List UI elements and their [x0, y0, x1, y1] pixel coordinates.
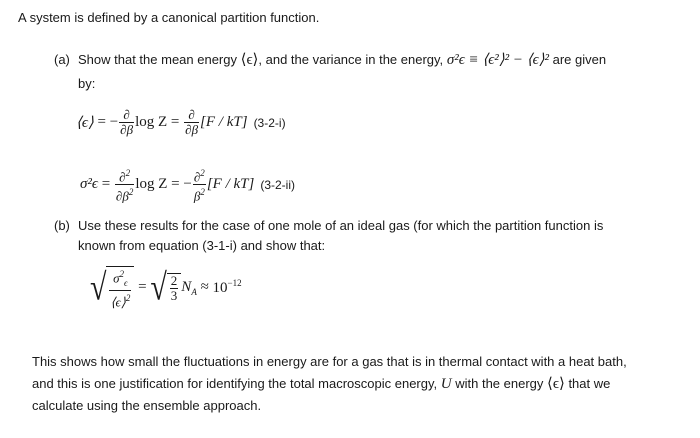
- eq1-derivative-1: $\frac{\partial}{\partial\beta}$: [120, 107, 134, 137]
- eq2-rhs: [F / kT]: [206, 176, 255, 193]
- equation-mean-energy: ⟨ϵ⟩ = − $\frac{\partial}{\partial\beta}$ log Z = $\frac{\partial}{\partial\beta}$ [F / kT] (3-2-i): [76, 107, 286, 137]
- eq1-rhs: [F / kT]: [200, 114, 248, 130]
- part-a-text: [78, 50, 606, 70]
- mean-energy-symbol-2: ⟨ϵ⟩: [547, 376, 565, 392]
- part-b-label: (b): [54, 218, 70, 233]
- part-a-text-line2: by:: [78, 76, 96, 91]
- part-a-label: (a): [54, 52, 70, 67]
- eq1-mid: log Z: [135, 114, 168, 130]
- total-energy-symbol: U: [440, 376, 452, 392]
- eq2-derivative-1: $\frac{\partial^2}{\partial\beta^2}$: [115, 168, 134, 204]
- avogadro-number: $N_A$: [181, 278, 197, 297]
- eq1-tag: (3-2-i): [253, 115, 286, 130]
- mean-energy-symbol: ⟨ϵ⟩: [240, 52, 259, 68]
- equation-fluctuation: √ $\frac{\sigma^2_\epsilon}{⟨\epsilon⟩^2}$ = √ $\frac{2}{3}$ $N_A$ ≈ $10^{-12}$: [90, 266, 242, 310]
- conclusion-line2-b: with the energy: [455, 376, 544, 391]
- conclusion-line1: This shows how small the fluctuations in energy are for a gas that is in thermal contact with a heat bath,: [32, 354, 627, 369]
- eq3-value: $10^{-12}$: [212, 278, 242, 297]
- conclusion-line3: calculate using the ensemble approach.: [32, 398, 262, 413]
- eq1-derivative-2: $\frac{\partial}{\partial\beta}$: [185, 107, 199, 137]
- conclusion-line2: [32, 374, 610, 394]
- part-b-line2: known from equation (3-1-i) and show that:: [78, 238, 326, 253]
- eq2-lhs: σ²ϵ: [80, 176, 98, 193]
- variance-definition: σ²ϵ ≡ ⟨ϵ²⟩² − ⟨ϵ⟩²: [446, 52, 549, 68]
- eq2-derivative-2: $\frac{\partial^2}{\beta^2}$: [193, 168, 205, 204]
- sqrt-ratio: √ $\frac{\sigma^2_\epsilon}{⟨\epsilon⟩^2}$: [90, 266, 134, 309]
- equation-variance: σ²ϵ = $\frac{\partial^2}{\partial\beta^2}$ log Z = − $\frac{\partial^2}{\beta^2}$ [F / kT] (3-2-ii): [80, 168, 295, 204]
- sqrt-two-thirds: √ $\frac{2}{3}$: [150, 273, 181, 303]
- conclusion-line2-a: and this is one justification for identifying the total macroscopic energy,: [32, 376, 438, 391]
- part-b-line1: Use these results for the case of one mole of an ideal gas (for which the partition function is: [78, 218, 604, 233]
- eq2-mid: log Z: [135, 176, 168, 193]
- part-a-text-after: are given: [552, 52, 607, 67]
- eq2-tag: (3-2-ii): [260, 177, 295, 192]
- problem-intro: A system is defined by a canonical partition function.: [18, 10, 320, 25]
- eq1-lhs: ⟨ϵ⟩: [76, 115, 94, 131]
- part-a-text-before: Show that the mean energy: [78, 52, 237, 67]
- part-a-text-middle: , and the variance in the energy,: [258, 52, 444, 67]
- conclusion-line2-c: that we: [568, 376, 611, 391]
